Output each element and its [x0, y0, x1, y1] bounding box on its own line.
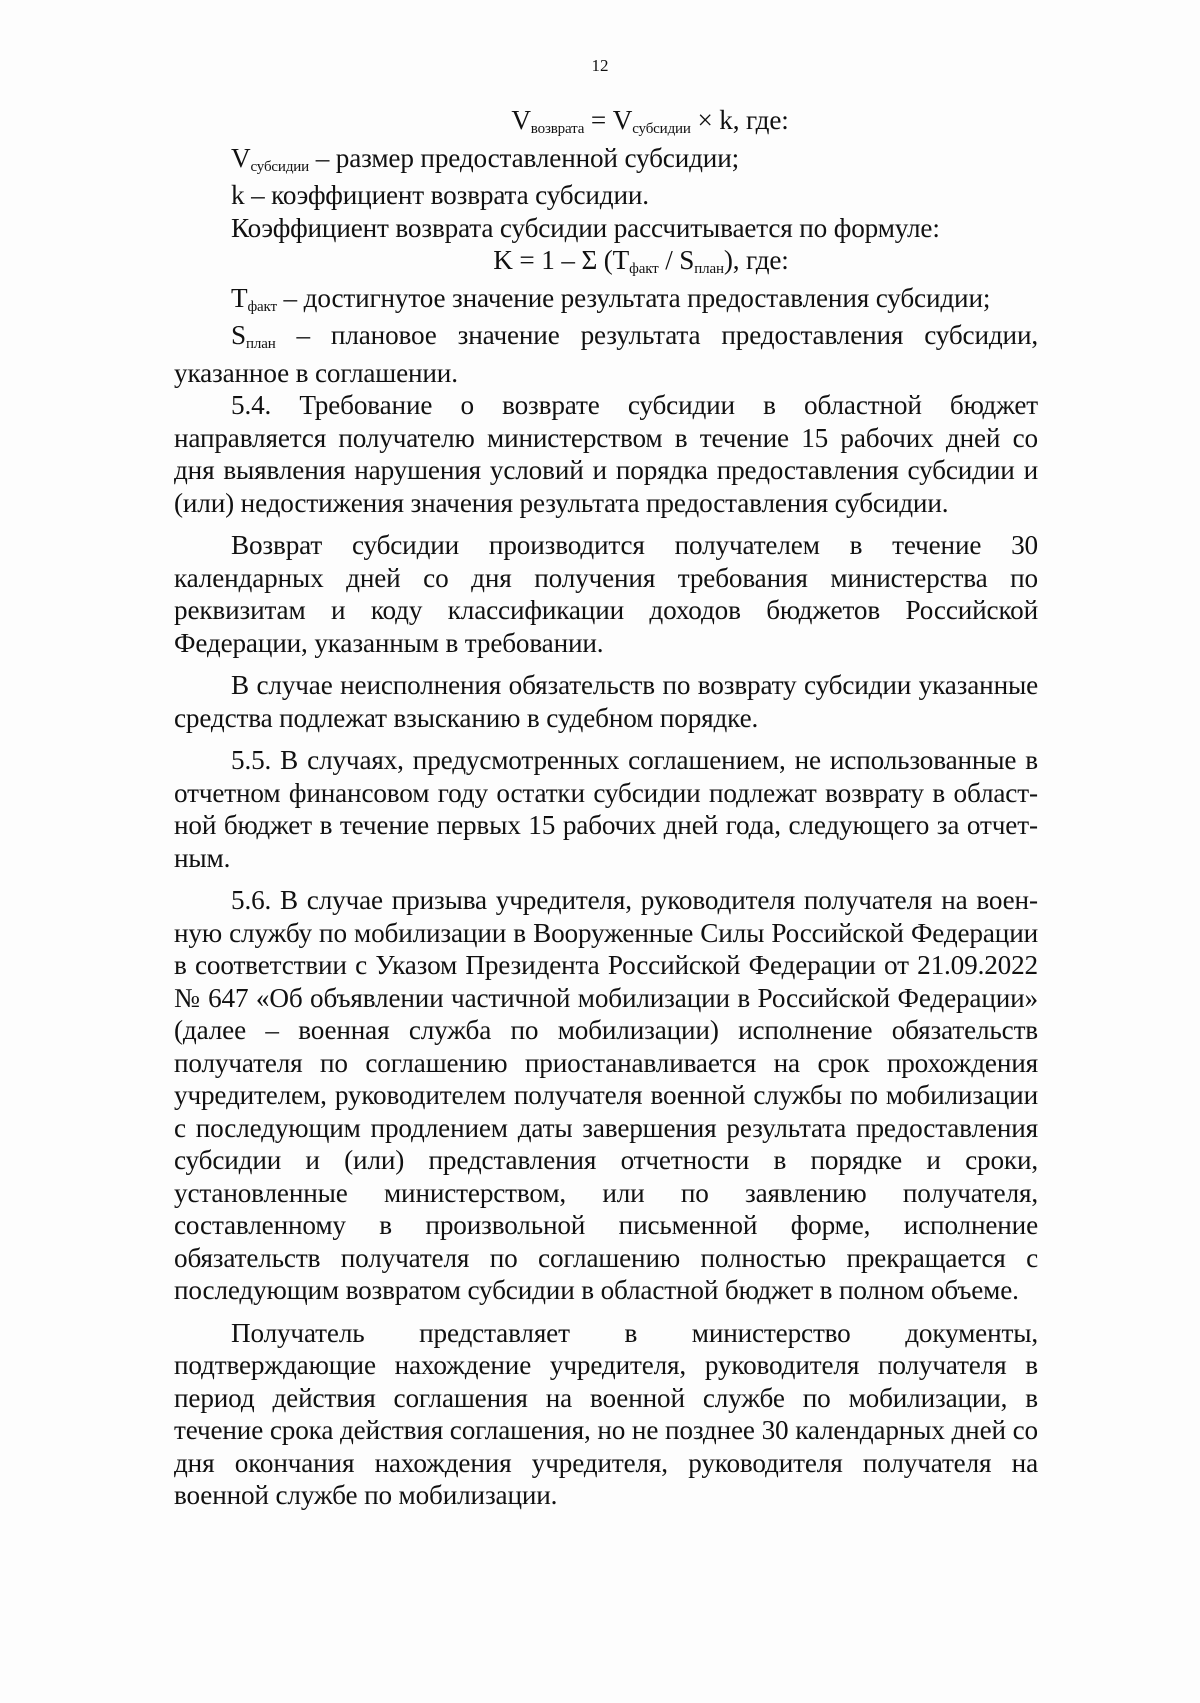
- definition-subscript: план: [245, 336, 276, 352]
- formula-subscript-plan: план: [694, 261, 724, 277]
- page-number: 12: [591, 56, 609, 75]
- definition-k: k – коэффициент возврата субсидии.: [231, 180, 649, 210]
- definition-symbol: V: [231, 142, 251, 173]
- definition-text: – достигнутое значение результата предоставления субсидии;: [276, 282, 991, 313]
- definition-text: – плановое значение результата предоставления субсидии, указанное в соглашении.: [174, 320, 1038, 388]
- formula-middle: / S: [658, 245, 695, 275]
- formula-lhs-subscript: возврата: [530, 121, 585, 137]
- formula-start: K = 1 – Σ (T: [493, 245, 630, 275]
- coefficient-formula: [174, 244, 1038, 282]
- formula-subscript-fact: факт: [629, 261, 659, 277]
- coefficient-intro: Коэффициент возврата субсидии рассчитывается по формуле:: [231, 212, 940, 243]
- paragraph-5-5: 5.5. В случаях, предусмотренных соглашением, не использованные в отчетном финансовом году остатки субсидии подлежат возврату в областной бюджет в течение первых 15 рабочих дней года, следующего за отчетным.: [174, 745, 1038, 873]
- paragraph-5-6: 5.6. В случае призыва учредителя, руководителя получателя на военную службу по мобилизации в Вооруженные Силы Российской Федерации в соответствии с Указом Президента Российской Федерации от 21.09.2022 № 647 «Об объявлении частичной мобилизации в Российской Федерации» (далее – военная служба по мобилизации) исполнение обязательств получателя по соглашению приостанавливается на срок прохождения учредителем, руководителем получателя военной службы по мобилизации с последующим продлением даты завершения результата предоставления субсидии и (или) представления отчетности в порядке и сроки, установленные министерством, или по заявлению получателя, составленному в произвольной письменной форме, исполнение обязательств получателя по соглашению полностью прекращается с последующим возвратом субсидии в областной бюджет в полном объеме.: [174, 885, 1038, 1305]
- definition-s-plan: [174, 319, 1038, 389]
- definition-symbol: T: [231, 282, 248, 313]
- refund-formula: [174, 104, 1038, 142]
- paragraph-documents: Получатель представляет в министерство документы, подтверждающие нахождение учредителя, руководителя получателя в период действия соглашения на военной службе по мобилизации, в течение срока действия соглашения, но не позднее 30 календарных дней со дня окончания нахождения учредителя, руководителя получателя на военной службе по мобилизации.: [174, 1317, 1038, 1510]
- paragraph-refund: Возврат субсидии производится получателем в течение 30 календарных дней со дня получения требования министерства по реквизитам и коду классификации доходов бюджетов Российской Федерации, указанным в требовании.: [174, 530, 1038, 658]
- formula-rhs-subscript: субсидии: [632, 121, 691, 137]
- paragraph-5-4: 5.4. Требование о возврате субсидии в областной бюджет направляется получателю министерством в течение 15 рабочих дней со дня выявления нарушения условий и порядка предоставления субсидии и (или) недостижения значения результата предоставления субсидии.: [174, 390, 1038, 518]
- formula-end: ), где:: [723, 245, 789, 275]
- definition-t-fact: [174, 282, 1038, 320]
- formula-tail: × k, где:: [690, 105, 789, 135]
- formula-equals: = V: [584, 105, 633, 135]
- definition-subscript: факт: [247, 298, 277, 315]
- formula-lhs-symbol: V: [511, 105, 531, 135]
- definition-subscript: субсидии: [250, 158, 310, 175]
- definition-symbol: S: [231, 320, 246, 350]
- paragraph-default: В случае неисполнения обязательств по возврату субсидии указанные средства подлежат взысканию в судебном порядке.: [174, 670, 1038, 733]
- document-body: [174, 104, 1038, 1512]
- definition-text: – размер предоставленной субсидии;: [309, 142, 740, 173]
- definition-v-subsidy: [174, 142, 1038, 180]
